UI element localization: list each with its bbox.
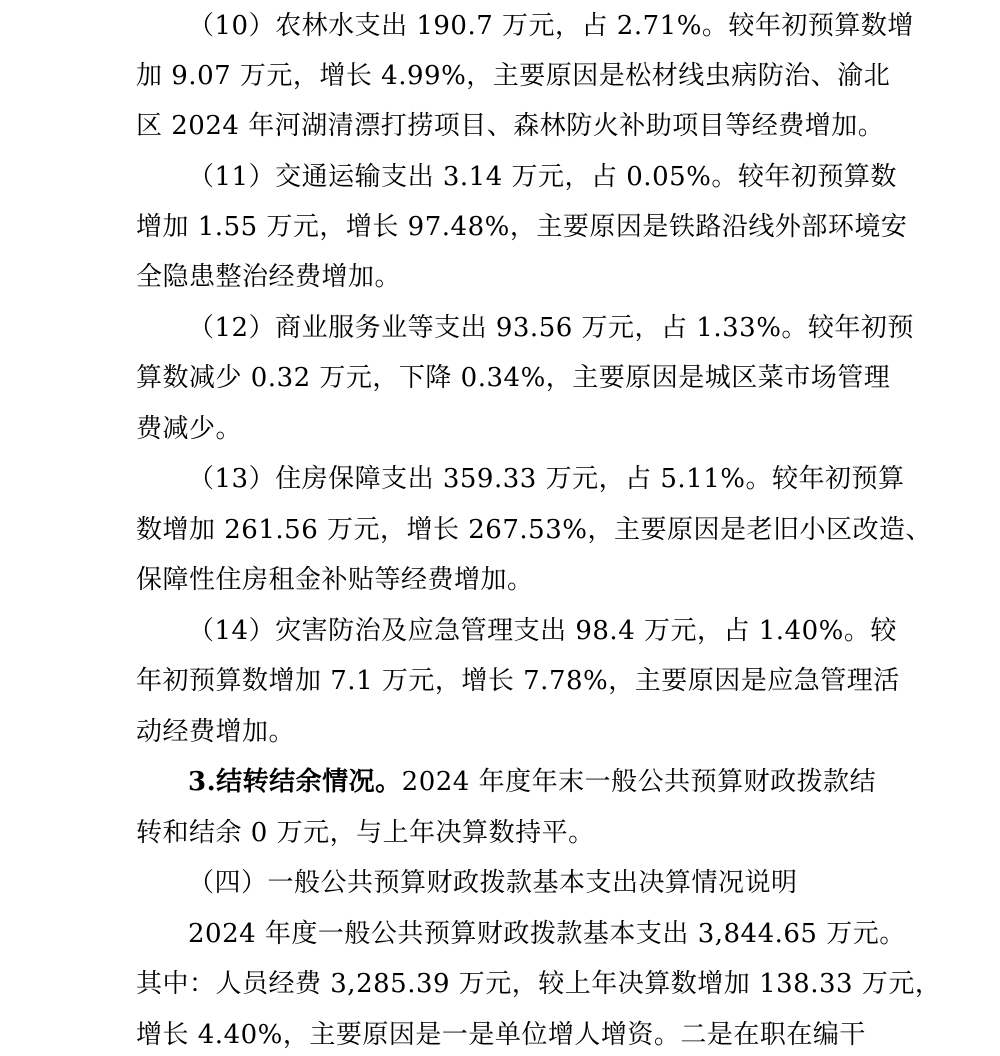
- item-12-line-3: 费减少。: [136, 414, 243, 444]
- item-13-line-1: （13）住房保障支出 359.33 万元，占 5.11%。较年初预算: [188, 464, 905, 494]
- section-3-heading: 3.结转结余情况。: [188, 767, 402, 797]
- item-13-line-2: 数增加 261.56 万元，增长 267.53%，主要原因是老旧小区改造、: [136, 515, 932, 545]
- item-10-line-3: 区 2024 年河湖清漂打捞项目、森林防火补助项目等经费增加。: [136, 111, 885, 141]
- item-11-line-3: 全隐患整治经费增加。: [136, 262, 402, 292]
- section-3-text: 2024 年度年末一般公共预算财政拨款结: [401, 767, 877, 797]
- item-12-line-1: （12）商业服务业等支出 93.56 万元，占 1.33%。较年初预: [188, 313, 914, 343]
- basic-expenditure-line-2: 其中：人员经费 3,285.39 万元，较上年决算数增加 138.33 万元，: [136, 969, 942, 999]
- item-11-line-1: （11）交通运输支出 3.14 万元，占 0.05%。较年初预算数: [188, 162, 897, 192]
- section-3-line-1: [188, 765, 876, 799]
- item-14-line-1: （14）灾害防治及应急管理支出 98.4 万元，占 1.40%。较: [188, 616, 897, 646]
- item-10-line-2: 加 9.07 万元，增长 4.99%，主要原因是松材线虫病防治、渝北: [136, 61, 891, 91]
- basic-expenditure-line-1: 2024 年度一般公共预算财政拨款基本支出 3,844.65 万元。: [188, 919, 906, 949]
- item-10-line-1: （10）农林水支出 190.7 万元，占 2.71%。较年初预算数增: [188, 11, 914, 41]
- basic-expenditure-line-3: 增长 4.40%，主要原因是一是单位增人增资。二是在职在编干: [136, 1020, 866, 1050]
- item-14-line-3: 动经费增加。: [136, 717, 296, 747]
- item-13-line-3: 保障性住房租金补贴等经费增加。: [136, 565, 534, 595]
- item-12-line-2: 算数减少 0.32 万元，下降 0.34%，主要原因是城区菜市场管理: [136, 363, 891, 393]
- item-11-line-2: 增加 1.55 万元，增长 97.48%，主要原因是铁路沿线外部环境安: [136, 212, 908, 242]
- item-14-line-2: 年初预算数增加 7.1 万元，增长 7.78%，主要原因是应急管理活: [136, 666, 900, 696]
- section-four-heading: （四）一般公共预算财政拨款基本支出决算情况说明: [188, 868, 798, 898]
- section-3-line-2: 转和结余 0 万元，与上年决算数持平。: [136, 818, 595, 848]
